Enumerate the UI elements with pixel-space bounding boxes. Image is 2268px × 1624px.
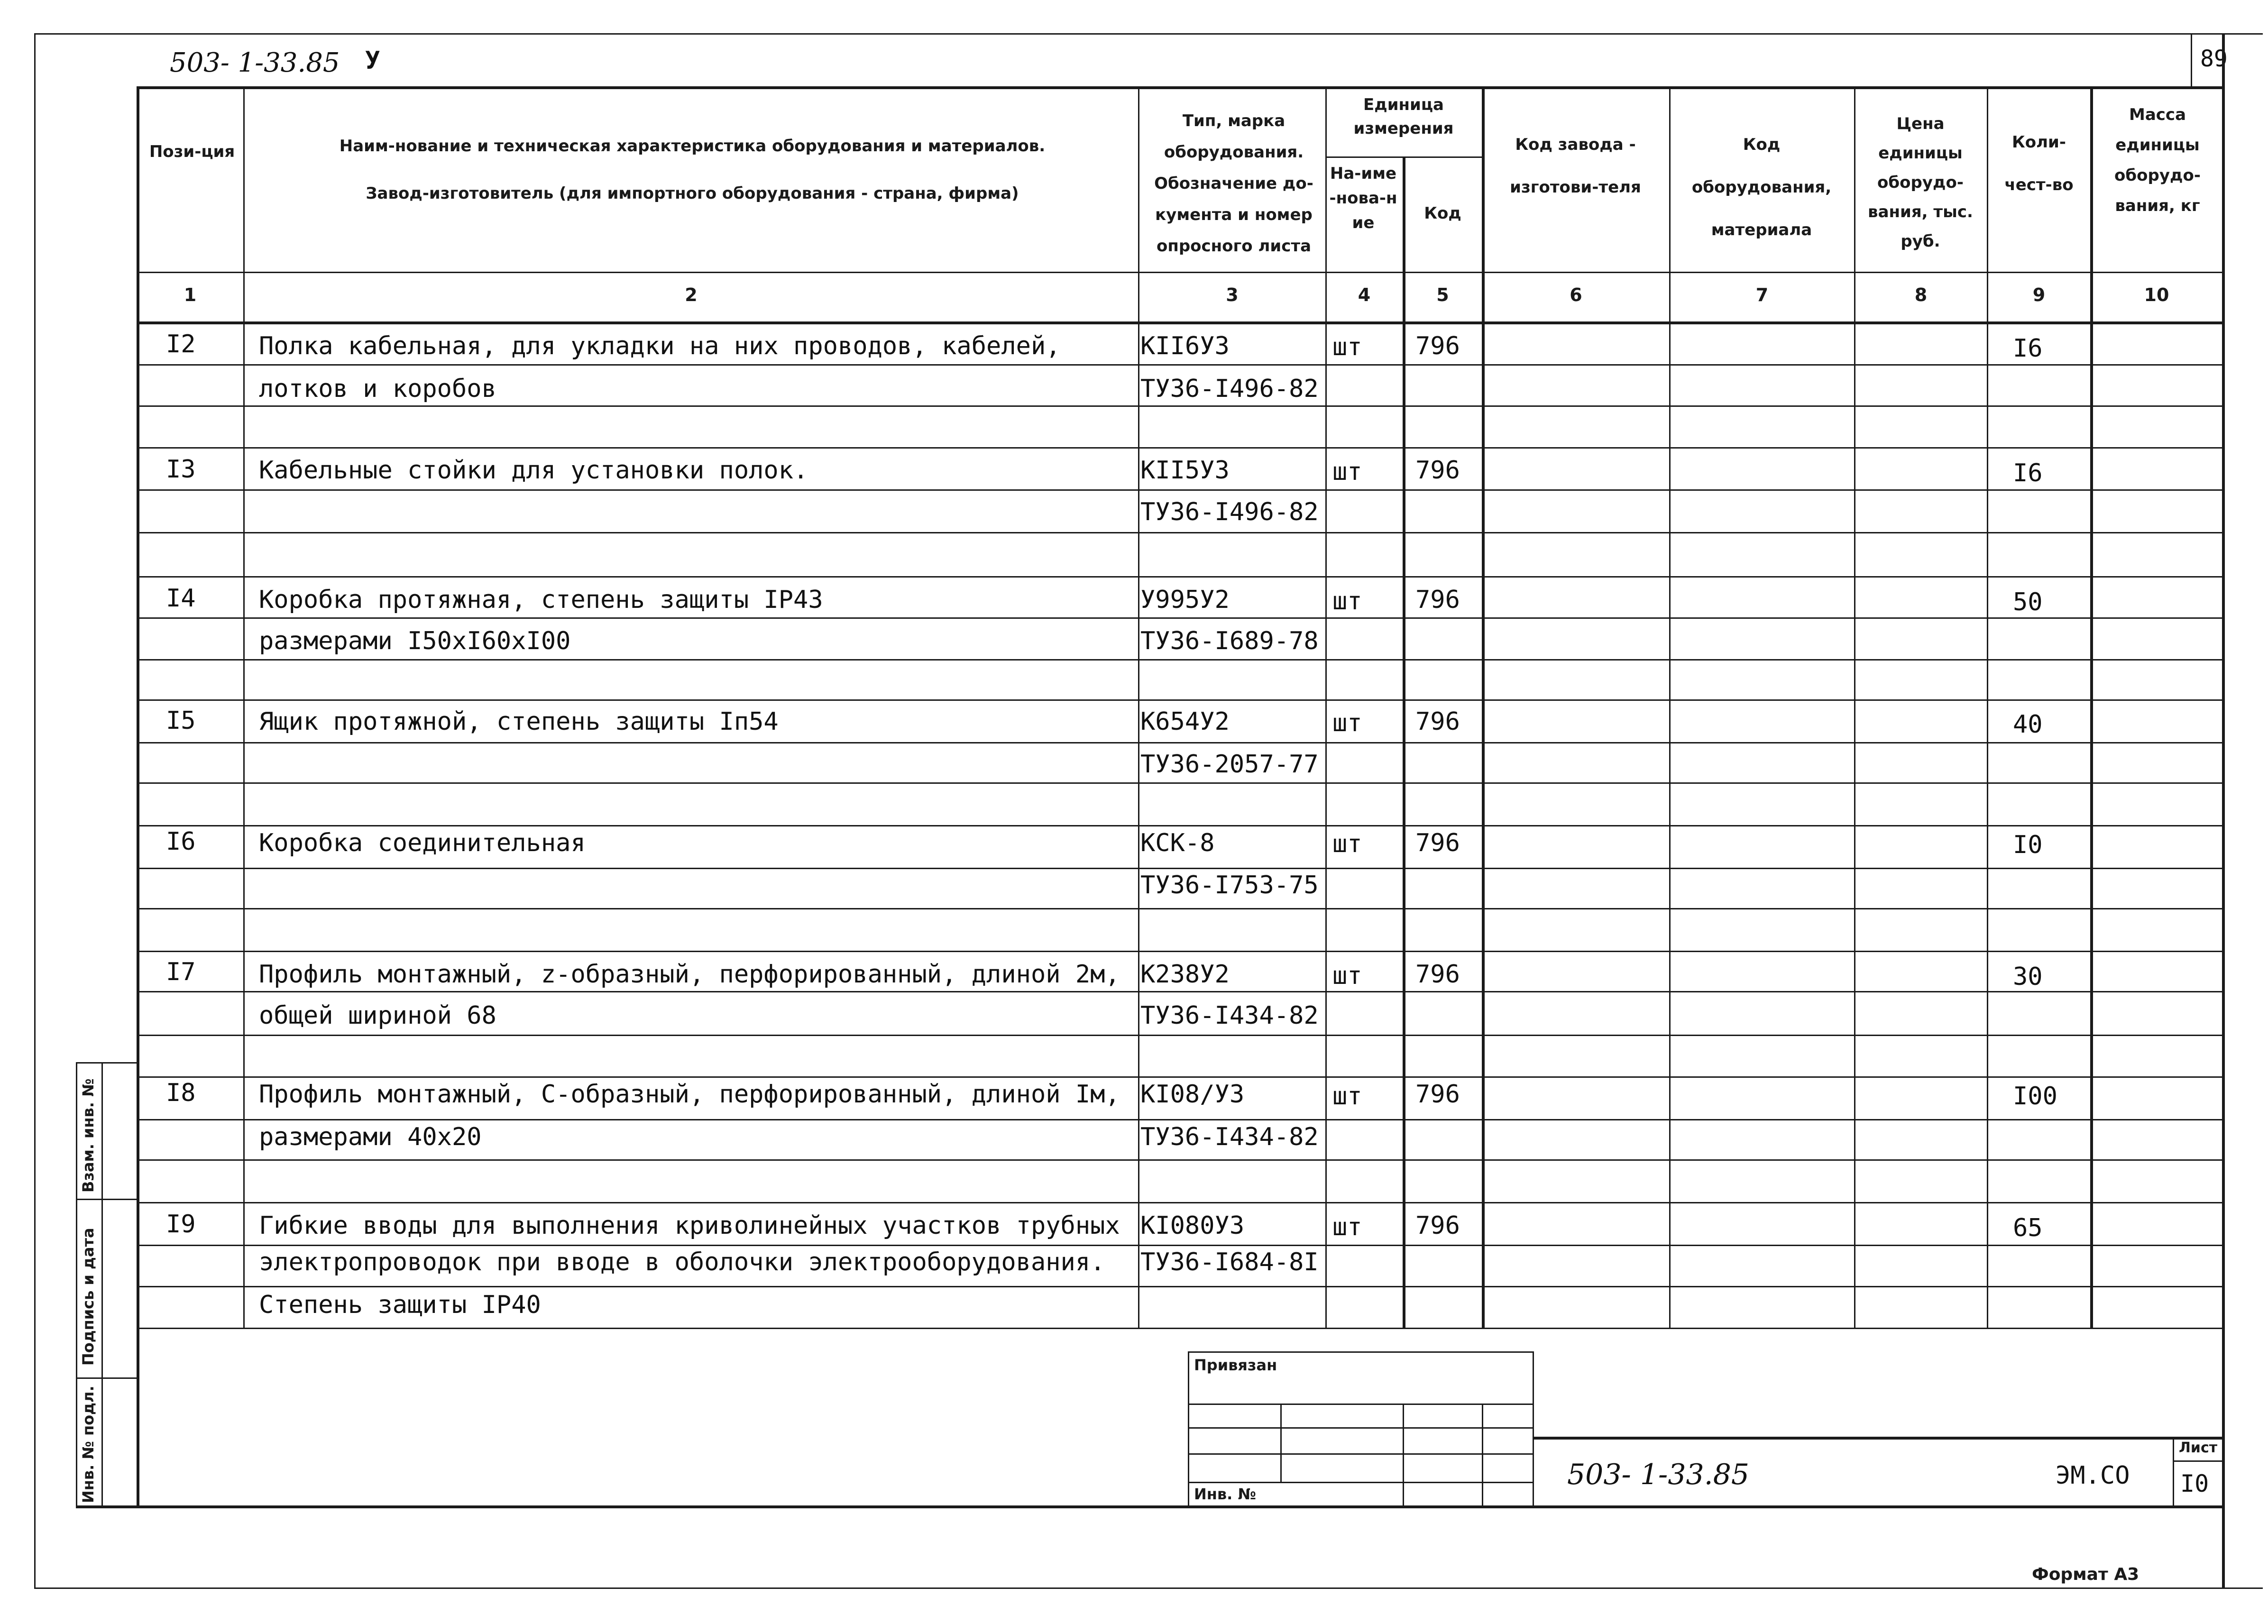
header-type-line: Обозначение до- — [1154, 174, 1313, 193]
col-line-6 — [1669, 86, 1671, 1329]
stamp-grid-v1 — [1280, 1404, 1282, 1482]
col-line-10 — [2222, 33, 2225, 1588]
row-pos: I4 — [166, 584, 196, 613]
side-stamp-mid — [101, 1062, 103, 1506]
side-stamp-top — [76, 1062, 137, 1064]
stamp-grid-h4 — [1188, 1482, 1533, 1483]
row-code: 796 — [1415, 586, 1460, 614]
side-stamp-left — [76, 1062, 77, 1506]
row-qty: I6 — [2013, 334, 2043, 363]
row-type: КСК-8 — [1140, 829, 1215, 857]
header-mass: Масса единицы оборудо-вания, кг — [2114, 105, 2201, 215]
row-code: 796 — [1415, 332, 1460, 360]
page-number: 89 — [2200, 46, 2228, 72]
row-name: лотков и коробов — [259, 375, 496, 403]
row-qty: 65 — [2013, 1214, 2043, 1242]
row-pos: I5 — [166, 706, 196, 735]
row-type: КI080У3 — [1140, 1211, 1245, 1240]
row-code: 796 — [1415, 707, 1460, 736]
row-qty: 40 — [2013, 710, 2043, 739]
row-code: 796 — [1415, 456, 1460, 485]
stamp-grid-v2 — [1403, 1404, 1404, 1505]
doc-code-top: 503- 1-33.85 — [170, 47, 340, 78]
row-type: ТУ36-I684-8I — [1140, 1248, 1319, 1276]
row-qty: I0 — [2013, 831, 2043, 859]
stamp-privyazan-top — [1188, 1351, 1533, 1353]
revision-mark: У — [365, 46, 380, 75]
row-name: Коробка протяжная, степень защиты IР43 — [259, 586, 823, 614]
row-code: 796 — [1415, 1080, 1460, 1109]
row-name: Профиль монтажный, z-образный, перфорированный, длиной 2м, — [259, 960, 1120, 989]
stamp-sheet-left — [2173, 1437, 2174, 1506]
col-line-7 — [1854, 86, 1855, 1329]
unit-group-sep — [1325, 156, 1482, 158]
outer-frame-bottom — [34, 1587, 2263, 1589]
colnum-sep — [137, 321, 2223, 324]
header-plant-code: Код завода - изготови-теля — [1510, 135, 1641, 197]
colnum-7: 7 — [1755, 284, 1769, 305]
footer-format: Формат А3 — [2032, 1565, 2139, 1584]
row-code: 796 — [1415, 960, 1460, 989]
header-type-line: Тип, марка — [1182, 111, 1286, 130]
row-type: У995У2 — [1140, 586, 1230, 614]
colnum-4: 4 — [1358, 284, 1371, 305]
row-code: 796 — [1415, 1211, 1460, 1240]
side-label-podpis: Подпись и дата — [79, 1228, 97, 1366]
row-type: К238У2 — [1140, 960, 1230, 989]
row-qty: I00 — [2013, 1082, 2057, 1110]
header-name-line2: Завод-изготовитель (для импортного оборудования - страна, фирма) — [366, 184, 1019, 203]
side-stamp-sep1 — [76, 1199, 137, 1200]
row-type: ТУ36-I496-82 — [1140, 498, 1319, 526]
row-type: ТУ36-I434-82 — [1140, 1123, 1319, 1151]
stamp-grid-h1 — [1188, 1404, 1533, 1405]
colnum-9: 9 — [2032, 284, 2046, 305]
row-code: 796 — [1415, 829, 1460, 857]
header-sep — [137, 272, 2223, 273]
stamp-section: ЭМ.СО — [2056, 1461, 2130, 1490]
col-line-1 — [243, 86, 245, 1329]
row-name: общей шириной 68 — [259, 1001, 496, 1030]
col-line-2 — [1138, 86, 1139, 1329]
header-type — [1144, 105, 1324, 262]
table-top — [137, 86, 2223, 89]
row-type: КI08/У3 — [1140, 1080, 1245, 1109]
page-number-divider — [2191, 33, 2192, 86]
row-unit: шт — [1332, 587, 1362, 615]
row-qty: I6 — [2013, 459, 2043, 487]
colnum-3: 3 — [1226, 284, 1239, 305]
row-name: электропроводок при вводе в оболочки электрооборудования. — [259, 1248, 1105, 1276]
stamp-grid-v3 — [1482, 1404, 1483, 1505]
row-name: размерами 40х20 — [259, 1123, 482, 1151]
row-unit: шт — [1332, 709, 1362, 737]
row-pos: I6 — [166, 827, 196, 856]
row-name: Полка кабельная, для укладки на них проводов, кабелей, — [259, 332, 1061, 360]
col-line-3 — [1325, 86, 1327, 1329]
header-pos: Пози-ция — [149, 142, 235, 161]
col-line-5 — [1482, 86, 1485, 1329]
row-pos: I3 — [166, 455, 196, 484]
row-name: Кабельные стойки для установки полок. — [259, 456, 808, 485]
header-unit-code: Код — [1424, 204, 1461, 223]
header-name-line1: Наим-нование и техническая характеристика оборудования и материалов. — [339, 137, 1046, 156]
row-name: Коробка соединительная — [259, 829, 586, 857]
row-name: размерами I50хI60хI00 — [259, 627, 571, 655]
row-unit: шт — [1332, 1082, 1362, 1110]
row-type: ТУ36-2057-77 — [1140, 750, 1319, 779]
table-end — [137, 1328, 2223, 1329]
stamp-doc-code: 503- 1-33.85 — [1567, 1458, 1750, 1491]
colnum-1: 1 — [184, 284, 197, 305]
table-bottom — [76, 1505, 2224, 1508]
row-unit: шт — [1332, 458, 1362, 486]
row-name: Степень защиты IР40 — [259, 1291, 541, 1319]
outer-frame-top — [34, 33, 2263, 35]
stamp-grid-h3 — [1188, 1453, 1533, 1455]
side-label-vzam: Взам. инв. № — [79, 1078, 97, 1193]
outer-frame-left — [34, 33, 36, 1588]
row-pos: I2 — [166, 330, 196, 358]
row-name: Гибкие вводы для выполнения криволинейных участков трубных — [259, 1211, 1120, 1240]
row-pos: I9 — [166, 1210, 196, 1239]
stamp-inv-no-label: Инв. № — [1194, 1485, 1256, 1503]
row-type: ТУ36-I753-75 — [1140, 871, 1319, 899]
header-type-line: кумента и номер — [1155, 205, 1313, 224]
row-type: КII5У3 — [1140, 456, 1230, 485]
stamp-privyazan-label: Привязан — [1194, 1356, 1277, 1374]
row-type: ТУ36-I434-82 — [1140, 1001, 1319, 1030]
header-type-line: опросного листа — [1156, 237, 1312, 256]
header-unit-name: На-име-нова-ние — [1329, 164, 1397, 232]
side-label-inv-podl: Инв. № подл. — [79, 1385, 97, 1503]
row-unit: шт — [1332, 962, 1362, 990]
row-pos: I7 — [166, 958, 196, 986]
stamp-sheet-label: Лист — [2179, 1440, 2218, 1456]
colnum-2: 2 — [685, 284, 698, 305]
colnum-6: 6 — [1570, 284, 1582, 305]
row-name: Ящик протяжной, степень защиты Iп54 — [259, 707, 779, 736]
header-type-line: оборудования. — [1164, 143, 1304, 162]
header-qty: Коли-чест-во — [2004, 133, 2074, 194]
colnum-8: 8 — [1914, 284, 1928, 305]
side-stamp-sep2 — [76, 1377, 137, 1379]
row-type: ТУ36-I689-78 — [1140, 627, 1319, 655]
row-pos: I8 — [166, 1079, 196, 1107]
row-qty: 30 — [2013, 963, 2043, 991]
stamp-grid-h2 — [1188, 1427, 1533, 1429]
stamp-privyazan-right — [1533, 1351, 1534, 1506]
row-type: КII6У3 — [1140, 332, 1230, 360]
row-unit: шт — [1332, 830, 1362, 858]
stamp-main-top — [1533, 1437, 2223, 1440]
header-unit-group: Единица измерения — [1353, 95, 1454, 138]
header-price: Цена единицы оборудо-вания, тыс. руб. — [1868, 114, 1973, 251]
stamp-sheet-no: I0 — [2180, 1470, 2209, 1497]
header-equip-code: Код оборудования, материала — [1691, 135, 1832, 239]
stamp-sheet-sep — [2173, 1460, 2223, 1462]
col-line-8 — [1987, 86, 1988, 1329]
row-unit: шт — [1332, 333, 1362, 361]
colnum-10: 10 — [2144, 284, 2169, 305]
row-name: Профиль монтажный, С-образный, перфорированный, длиной Iм, — [259, 1080, 1120, 1109]
row-type: ТУ36-I496-82 — [1140, 375, 1319, 403]
colnum-5: 5 — [1436, 284, 1449, 305]
row-unit: шт — [1332, 1213, 1362, 1241]
row-type: К654У2 — [1140, 707, 1230, 736]
col-line-9 — [2090, 86, 2093, 1329]
row-qty: 50 — [2013, 588, 2043, 616]
